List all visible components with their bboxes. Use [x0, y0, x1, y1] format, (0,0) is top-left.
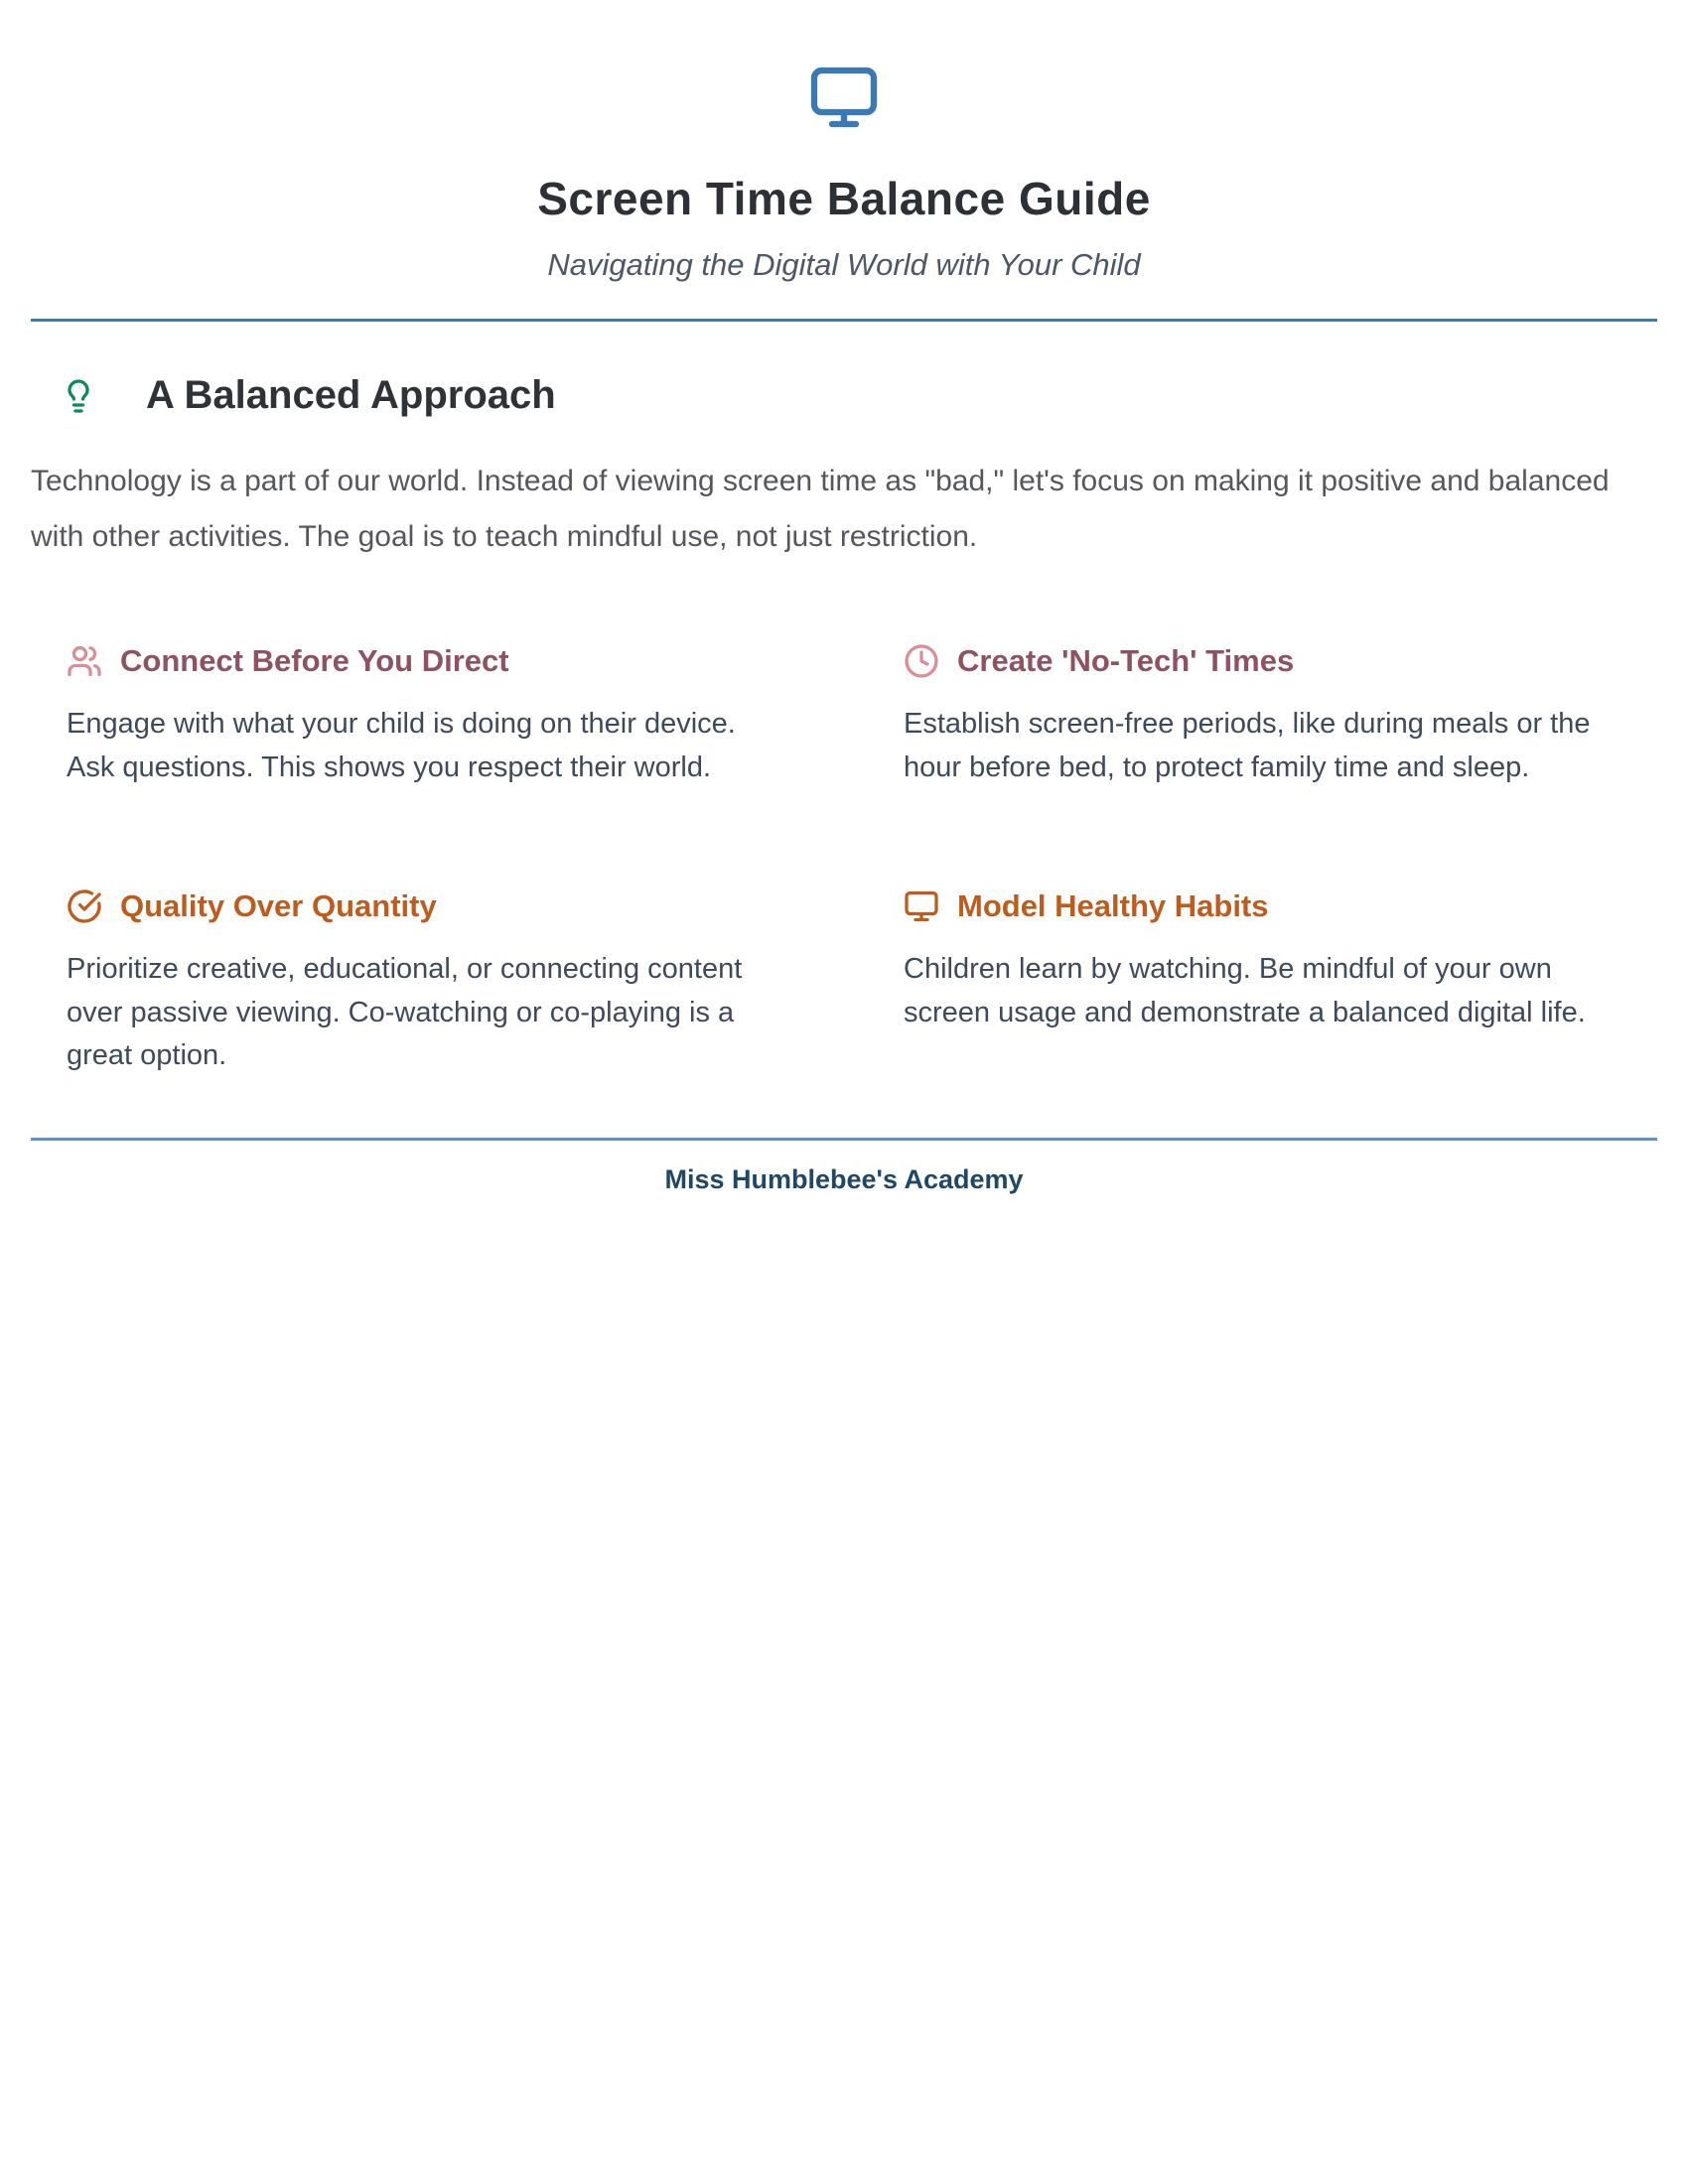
intro-paragraph: Technology is a part of our world. Instead of viewing screen time as "bad," let's focus on making it positive and balanced with other activities. The goal is to teach mindful use, not just restriction. — [31, 465, 1610, 553]
document-header — [31, 0, 1657, 283]
footer-academy-name: Miss Humblebee's Academy — [664, 1163, 1024, 1194]
tip-quality-over-quantity — [67, 888, 812, 1078]
tip-header — [904, 643, 1649, 679]
tip-title: Create 'No-Tech' Times — [957, 643, 1295, 678]
users-icon — [67, 643, 102, 679]
page-title: Screen Time Balance Guide — [537, 173, 1151, 224]
tip-body: Prioritize creative, educational, or connecting content over passive viewing. Co-watching or co-playing is a great option. — [67, 953, 743, 1071]
page-subtitle: Navigating the Digital World with Your Child — [547, 247, 1141, 282]
tip-header — [67, 643, 812, 679]
tip-title: Model Healthy Habits — [957, 888, 1269, 923]
tip-header — [67, 888, 812, 924]
tip-body: Children learn by watching. Be mindful of your own screen usage and demonstrate a balanced digital life. — [904, 953, 1586, 1028]
tip-title: Connect Before You Direct — [120, 643, 509, 678]
section-title: A Balanced Approach — [146, 373, 556, 417]
tip-connect-before-you-direct — [67, 643, 812, 789]
bottom-divider — [31, 1138, 1657, 1141]
clock-icon — [904, 643, 939, 679]
tip-model-healthy-habits — [904, 888, 1649, 1078]
tip-title: Quality Over Quantity — [120, 888, 437, 923]
monitor-icon — [904, 888, 939, 924]
tip-body: Engage with what your child is doing on their device. Ask questions. This shows you respect their world. — [67, 708, 736, 783]
lightbulb-icon — [61, 378, 96, 414]
tip-create-no-tech-times — [904, 643, 1649, 789]
section-heading — [61, 373, 1657, 418]
tip-header — [904, 888, 1649, 924]
monitor-icon — [805, 120, 883, 137]
tips-grid — [67, 643, 1649, 1078]
top-divider — [31, 319, 1657, 322]
tip-body: Establish screen-free periods, like during meals or the hour before bed, to protect family time and sleep. — [904, 708, 1591, 783]
check-circle-icon — [67, 888, 102, 924]
